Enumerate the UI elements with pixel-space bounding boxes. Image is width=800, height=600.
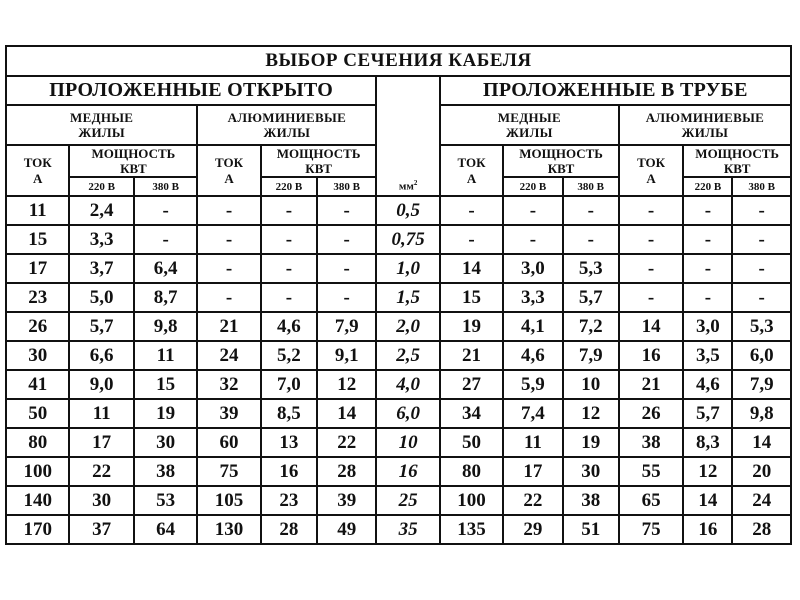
open-aluminum-current-cell: 105 [197, 486, 260, 515]
current-label: ТОК [215, 154, 244, 170]
cross-section-cell: 6,0 [376, 399, 439, 428]
open-copper-current-cell: 30 [6, 341, 69, 370]
current-unit: А [466, 170, 477, 186]
open-copper-current-cell: 170 [6, 515, 69, 544]
section-unit-header [376, 76, 439, 196]
pipe-aluminum-power-380-cell: 6,0 [732, 341, 791, 370]
open-copper-power-220-cell: 22 [69, 457, 133, 486]
voltage-220-header: 220 В [261, 177, 317, 196]
table-body [6, 196, 791, 544]
cross-section-cell: 2,5 [376, 341, 439, 370]
open-copper-current-cell: 15 [6, 225, 69, 254]
open-aluminum-current-cell: 32 [197, 370, 260, 399]
power-label: МОЩНОСТЬ [91, 146, 176, 161]
section-unit: мм [398, 181, 414, 193]
table-row [6, 196, 791, 225]
table-row [6, 515, 791, 544]
open-copper-power-220-cell: 30 [69, 486, 133, 515]
open-aluminum-current-cell: - [197, 196, 260, 225]
open-aluminum-current-cell: - [197, 225, 260, 254]
open-copper-power-220-cell: 5,7 [69, 312, 133, 341]
open-aluminum-current-cell: - [197, 254, 260, 283]
open-aluminum-current-cell: - [197, 283, 260, 312]
open-aluminum-power-220-cell: 4,6 [261, 312, 317, 341]
open-aluminum-power-220-cell: 13 [261, 428, 317, 457]
pipe-aluminum-power-220-cell: 3,0 [683, 312, 732, 341]
cross-section-cell: 10 [376, 428, 439, 457]
pipe-aluminum-current-cell: 75 [619, 515, 683, 544]
open-copper-power-220-cell: 2,4 [69, 196, 133, 225]
pipe-copper-power-380-cell: 12 [563, 399, 619, 428]
voltage-220-header: 220 В [503, 177, 562, 196]
pipe-aluminum-power-380-cell: - [732, 254, 791, 283]
power-header [261, 145, 377, 177]
open-copper-current-cell: 140 [6, 486, 69, 515]
open-aluminum-current-cell: 39 [197, 399, 260, 428]
open-copper-power-380-cell: 30 [134, 428, 197, 457]
open-aluminum-current-cell: 24 [197, 341, 260, 370]
pipe-aluminum-current-cell: - [619, 196, 683, 225]
metal-copper-label2: ЖИЛЫ [506, 125, 553, 140]
pipe-copper-power-220-cell: - [503, 225, 562, 254]
open-copper-power-380-cell: 8,7 [134, 283, 197, 312]
open-aluminum-power-220-cell: - [261, 196, 317, 225]
pipe-copper-current-cell: 27 [440, 370, 503, 399]
pipe-aluminum-current-cell: - [619, 225, 683, 254]
pipe-copper-power-220-cell: 22 [503, 486, 562, 515]
open-aluminum-current-cell: 21 [197, 312, 260, 341]
pipe-copper-current-cell: 100 [440, 486, 503, 515]
open-aluminum-power-220-cell: - [261, 283, 317, 312]
current-unit: А [33, 170, 43, 186]
pipe-aluminum-current-cell: - [619, 283, 683, 312]
pipe-aluminum-power-380-cell: 28 [732, 515, 791, 544]
pipe-copper-current-cell: 80 [440, 457, 503, 486]
open-aluminum-power-380-cell: 7,9 [317, 312, 376, 341]
metal-copper-label: МЕДНЫЕ [70, 110, 134, 125]
current-header [440, 145, 503, 196]
power-unit: КВТ [723, 161, 751, 176]
cross-section-cell: 4,0 [376, 370, 439, 399]
cable-selection-table [5, 45, 792, 545]
open-aluminum-current-cell: 75 [197, 457, 260, 486]
pipe-aluminum-power-220-cell: - [683, 283, 732, 312]
pipe-aluminum-power-220-cell: 8,3 [683, 428, 732, 457]
metal-copper-label: МЕДНЫЕ [497, 110, 561, 125]
cable-selection-table-container [5, 45, 792, 545]
current-header [197, 145, 260, 196]
open-copper-power-220-cell: 3,3 [69, 225, 133, 254]
open-aluminum-power-220-cell: 28 [261, 515, 317, 544]
pipe-copper-power-220-cell: 4,1 [503, 312, 562, 341]
open-aluminum-current-cell: 130 [197, 515, 260, 544]
pipe-copper-power-220-cell: 17 [503, 457, 562, 486]
pipe-copper-current-cell: 50 [440, 428, 503, 457]
current-header [6, 145, 69, 196]
voltage-380-header: 380 В [317, 177, 376, 196]
pipe-copper-current-cell: 14 [440, 254, 503, 283]
pipe-copper-power-220-cell: 29 [503, 515, 562, 544]
pipe-copper-power-380-cell: 19 [563, 428, 619, 457]
pipe-copper-power-380-cell: 5,3 [563, 254, 619, 283]
pipe-copper-current-cell: 135 [440, 515, 503, 544]
open-copper-power-380-cell: 11 [134, 341, 197, 370]
metal-aluminum-label2: ЖИЛЫ [263, 125, 311, 140]
pipe-aluminum-current-cell: 55 [619, 457, 683, 486]
open-copper-power-380-cell: 38 [134, 457, 197, 486]
current-unit: А [646, 170, 656, 186]
power-label: МОЩНОСТЬ [519, 146, 603, 161]
group-open: ПРОЛОЖЕННЫЕ ОТКРЫТО [6, 76, 376, 105]
open-copper-power-380-cell: - [134, 225, 197, 254]
open-aluminum-power-380-cell: 28 [317, 457, 376, 486]
pipe-copper-current-cell: - [440, 196, 503, 225]
open-copper-current-cell: 26 [6, 312, 69, 341]
pipe-aluminum-power-220-cell: 5,7 [683, 399, 732, 428]
pipe-copper-current-cell: 34 [440, 399, 503, 428]
current-unit: А [224, 170, 234, 186]
pipe-aluminum-power-220-cell: - [683, 196, 732, 225]
pipe-aluminum-power-220-cell: 4,6 [683, 370, 732, 399]
pipe-copper-power-220-cell: 5,9 [503, 370, 562, 399]
open-aluminum-power-220-cell: - [261, 225, 317, 254]
table-row [6, 428, 791, 457]
pipe-aluminum-current-cell: 21 [619, 370, 683, 399]
open-copper-current-cell: 17 [6, 254, 69, 283]
cross-section-cell: 1,0 [376, 254, 439, 283]
open-copper-power-380-cell: 9,8 [134, 312, 197, 341]
pipe-copper-current-cell: - [440, 225, 503, 254]
open-copper-current-cell: 23 [6, 283, 69, 312]
pipe-copper-power-380-cell: - [563, 196, 619, 225]
cross-section-cell: 16 [376, 457, 439, 486]
open-aluminum-header [197, 105, 376, 145]
pipe-aluminum-power-380-cell: 24 [732, 486, 791, 515]
open-copper-power-220-cell: 11 [69, 399, 133, 428]
open-aluminum-power-220-cell: 8,5 [261, 399, 317, 428]
section-unit-sup: 2 [413, 179, 418, 188]
pipe-aluminum-power-220-cell: 12 [683, 457, 732, 486]
open-aluminum-power-380-cell: - [317, 283, 376, 312]
table-row [6, 341, 791, 370]
voltage-380-header: 380 В [134, 177, 197, 196]
open-copper-power-380-cell: 15 [134, 370, 197, 399]
table-row [6, 370, 791, 399]
pipe-copper-power-380-cell: - [563, 225, 619, 254]
power-label: МОЩНОСТЬ [276, 146, 361, 161]
cross-section-cell: 0,75 [376, 225, 439, 254]
open-aluminum-power-220-cell: 16 [261, 457, 317, 486]
open-aluminum-power-380-cell: 22 [317, 428, 376, 457]
current-label: ТОК [457, 154, 486, 170]
power-unit: КВТ [120, 161, 147, 176]
pipe-aluminum-current-cell: 16 [619, 341, 683, 370]
pipe-aluminum-power-380-cell: 9,8 [732, 399, 791, 428]
open-copper-power-380-cell: 19 [134, 399, 197, 428]
pipe-copper-power-380-cell: 51 [563, 515, 619, 544]
open-aluminum-power-220-cell: 23 [261, 486, 317, 515]
group-pipe: ПРОЛОЖЕННЫЕ В ТРУБЕ [440, 76, 791, 105]
table-row [6, 486, 791, 515]
table-row [6, 399, 791, 428]
pipe-aluminum-header [619, 105, 791, 145]
pipe-aluminum-power-220-cell: - [683, 225, 732, 254]
open-copper-power-380-cell: 6,4 [134, 254, 197, 283]
open-aluminum-power-380-cell: 14 [317, 399, 376, 428]
metal-aluminum-label: АЛЮМИНИЕВЫЕ [227, 110, 347, 125]
current-label: ТОК [23, 154, 52, 170]
power-header [683, 145, 791, 177]
pipe-aluminum-power-380-cell: - [732, 283, 791, 312]
pipe-copper-power-220-cell: 3,3 [503, 283, 562, 312]
open-copper-power-220-cell: 5,0 [69, 283, 133, 312]
pipe-copper-power-380-cell: 30 [563, 457, 619, 486]
cross-section-cell: 25 [376, 486, 439, 515]
open-aluminum-power-380-cell: 49 [317, 515, 376, 544]
table-row [6, 254, 791, 283]
table-title: ВЫБОР СЕЧЕНИЯ КАБЕЛЯ [6, 46, 791, 76]
open-aluminum-current-cell: 60 [197, 428, 260, 457]
metal-aluminum-label: АЛЮМИНИЕВЫЕ [645, 110, 765, 125]
table-row [6, 225, 791, 254]
open-copper-power-220-cell: 37 [69, 515, 133, 544]
pipe-copper-header [440, 105, 619, 145]
pipe-aluminum-current-cell: 65 [619, 486, 683, 515]
pipe-copper-power-220-cell: - [503, 196, 562, 225]
voltage-220-header: 220 В [69, 177, 133, 196]
table-row [6, 312, 791, 341]
pipe-aluminum-power-220-cell: 14 [683, 486, 732, 515]
voltage-380-header: 380 В [732, 177, 791, 196]
table-row [6, 457, 791, 486]
pipe-copper-power-220-cell: 3,0 [503, 254, 562, 283]
pipe-copper-power-380-cell: 7,9 [563, 341, 619, 370]
open-aluminum-power-380-cell: - [317, 254, 376, 283]
open-copper-power-380-cell: - [134, 196, 197, 225]
pipe-copper-power-380-cell: 38 [563, 486, 619, 515]
pipe-aluminum-power-380-cell: 20 [732, 457, 791, 486]
pipe-copper-power-220-cell: 11 [503, 428, 562, 457]
pipe-aluminum-power-220-cell: 16 [683, 515, 732, 544]
power-header [503, 145, 619, 177]
open-copper-power-220-cell: 6,6 [69, 341, 133, 370]
open-aluminum-power-380-cell: 9,1 [317, 341, 376, 370]
cross-section-cell: 1,5 [376, 283, 439, 312]
open-copper-current-cell: 80 [6, 428, 69, 457]
pipe-aluminum-current-cell: 14 [619, 312, 683, 341]
open-aluminum-power-220-cell: - [261, 254, 317, 283]
open-copper-current-cell: 50 [6, 399, 69, 428]
table-row [6, 283, 791, 312]
open-aluminum-power-220-cell: 7,0 [261, 370, 317, 399]
open-copper-power-220-cell: 17 [69, 428, 133, 457]
pipe-aluminum-current-cell: - [619, 254, 683, 283]
open-aluminum-power-380-cell: - [317, 225, 376, 254]
pipe-aluminum-power-380-cell: 14 [732, 428, 791, 457]
pipe-aluminum-current-cell: 26 [619, 399, 683, 428]
current-label: ТОК [637, 154, 666, 170]
pipe-copper-power-380-cell: 7,2 [563, 312, 619, 341]
open-copper-header [6, 105, 197, 145]
metal-aluminum-label2: ЖИЛЫ [681, 125, 729, 140]
pipe-copper-power-380-cell: 10 [563, 370, 619, 399]
cross-section-cell: 35 [376, 515, 439, 544]
pipe-copper-power-220-cell: 7,4 [503, 399, 562, 428]
voltage-380-header: 380 В [563, 177, 619, 196]
pipe-copper-current-cell: 19 [440, 312, 503, 341]
open-aluminum-power-380-cell: - [317, 196, 376, 225]
pipe-aluminum-power-380-cell: - [732, 225, 791, 254]
power-unit: КВТ [305, 161, 332, 176]
metal-copper-label2: ЖИЛЫ [78, 125, 125, 140]
pipe-aluminum-power-380-cell: - [732, 196, 791, 225]
open-aluminum-power-380-cell: 39 [317, 486, 376, 515]
pipe-aluminum-power-220-cell: 3,5 [683, 341, 732, 370]
power-header [69, 145, 197, 177]
pipe-aluminum-current-cell: 38 [619, 428, 683, 457]
open-aluminum-power-380-cell: 12 [317, 370, 376, 399]
power-label: МОЩНОСТЬ [695, 146, 779, 161]
pipe-aluminum-power-380-cell: 5,3 [732, 312, 791, 341]
current-header [619, 145, 683, 196]
pipe-aluminum-power-380-cell: 7,9 [732, 370, 791, 399]
open-copper-current-cell: 100 [6, 457, 69, 486]
pipe-copper-current-cell: 21 [440, 341, 503, 370]
open-copper-power-220-cell: 3,7 [69, 254, 133, 283]
cross-section-cell: 0,5 [376, 196, 439, 225]
open-aluminum-power-220-cell: 5,2 [261, 341, 317, 370]
pipe-copper-current-cell: 15 [440, 283, 503, 312]
open-copper-power-380-cell: 64 [134, 515, 197, 544]
power-unit: КВТ [547, 161, 575, 176]
voltage-220-header: 220 В [683, 177, 732, 196]
open-copper-power-220-cell: 9,0 [69, 370, 133, 399]
pipe-copper-power-380-cell: 5,7 [563, 283, 619, 312]
open-copper-power-380-cell: 53 [134, 486, 197, 515]
cross-section-cell: 2,0 [376, 312, 439, 341]
open-copper-current-cell: 41 [6, 370, 69, 399]
pipe-aluminum-power-220-cell: - [683, 254, 732, 283]
pipe-copper-power-220-cell: 4,6 [503, 341, 562, 370]
open-copper-current-cell: 11 [6, 196, 69, 225]
